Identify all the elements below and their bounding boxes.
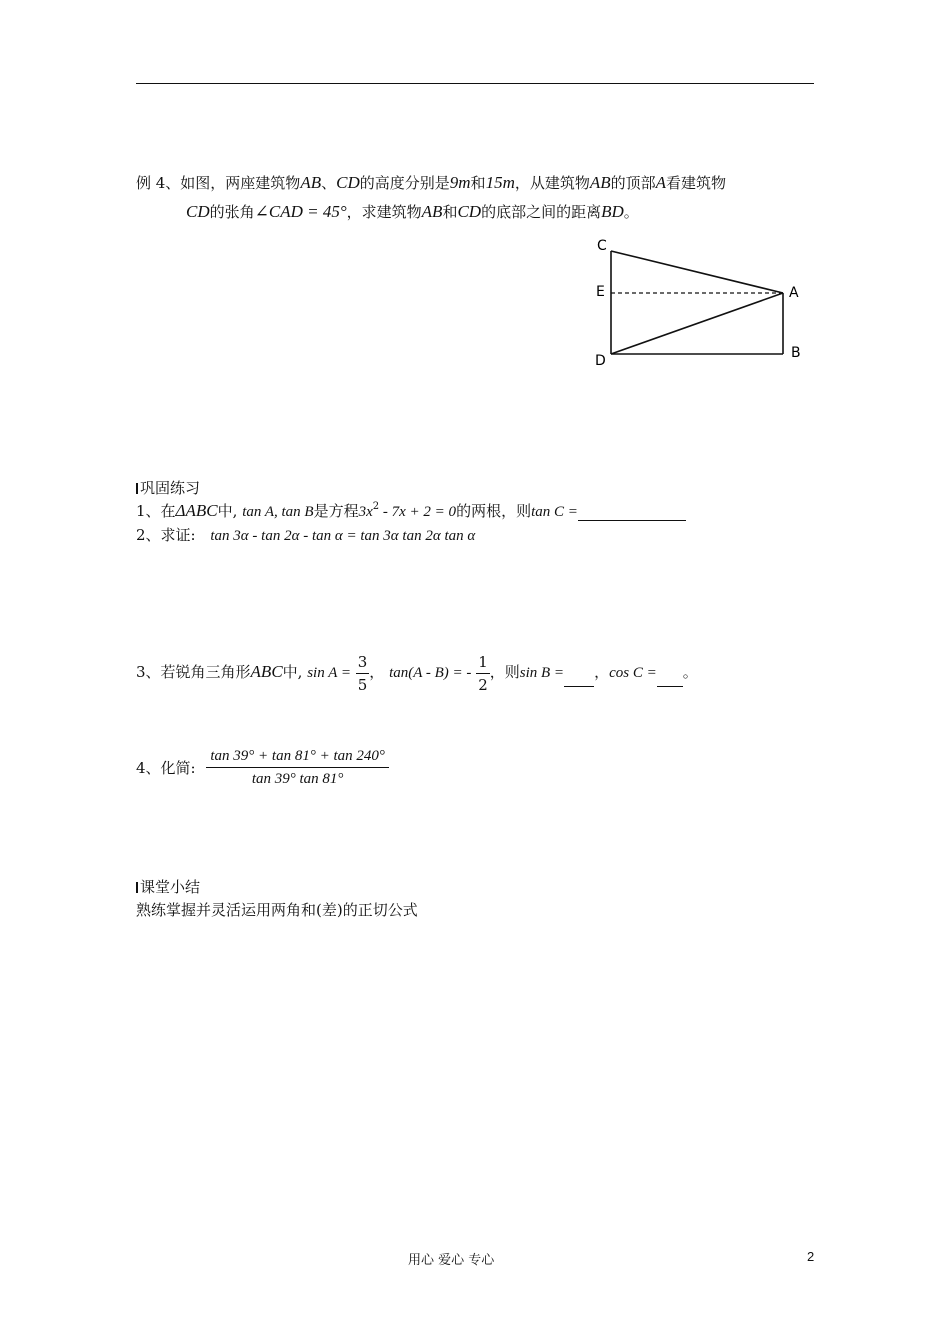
bullet-marker xyxy=(136,882,138,893)
problem-1: 1、在ΔABC中, tan A, tan B是方程$3x^2 - 7x + 2 = 0$的两根，则tan C = xyxy=(136,500,686,521)
example4-line1: 例 4、如图，两座建筑物AB、CD的高度分别是9m和15m，从建筑物AB的顶部A看建筑物 xyxy=(136,173,727,192)
summary-text: 熟练掌握并灵活运用两角和(差)的正切公式 xyxy=(136,901,418,919)
example4-line2: CD的张角∠CAD = 45°，求建筑物AB和CD的底部之间的距离BD。 xyxy=(186,202,639,221)
problem-3: 3、若锐角三角形ABC中, sin A = $\frac{3}{5}$ ， tan(A - B) = - $\frac{1}{2}$ ，则sin B = ，cos C = 。 xyxy=(136,652,698,694)
bullet-marker xyxy=(136,483,138,494)
segment-CA xyxy=(611,251,783,293)
fraction-3-5: $\frac{3}{5}$ xyxy=(357,652,368,694)
header-rule xyxy=(136,83,814,84)
answer-blank-sinB[interactable] xyxy=(564,660,594,687)
summary-heading: 课堂小结 xyxy=(136,876,200,897)
answer-blank-cosC[interactable] xyxy=(657,660,683,687)
label-E: E xyxy=(596,284,605,300)
simplify-fraction: $\frac{\tan 39^\circ + \tan 81^\circ + \tan 240^\circ}{\tan 39^\circ \tan 81^\circ}$ xyxy=(206,745,389,790)
footer-motto: 用心 爱心 专心 xyxy=(408,1253,495,1268)
page-number: 2 xyxy=(807,1249,815,1264)
label-B: B xyxy=(791,345,801,361)
problem-4: 4、化简: $\frac{\tan 39^\circ + \tan 81^\circ + \tan 240^\circ}{\tan 39^\circ \tan 81^\circ}$ xyxy=(136,745,389,790)
label-C: C xyxy=(597,238,607,254)
geometry-figure xyxy=(585,232,815,372)
problem-2: 2、求证: tan 3α - tan 2α - tan α = tan 3α tan 2α tan α xyxy=(136,526,476,544)
practice-heading: 巩固练习 xyxy=(136,477,200,498)
fraction-1-2: $\frac{1}{2}$ xyxy=(478,652,488,694)
label-D: D xyxy=(595,353,606,369)
answer-blank-1[interactable] xyxy=(578,504,686,521)
label-A: A xyxy=(789,285,799,301)
segment-DA xyxy=(611,293,783,354)
